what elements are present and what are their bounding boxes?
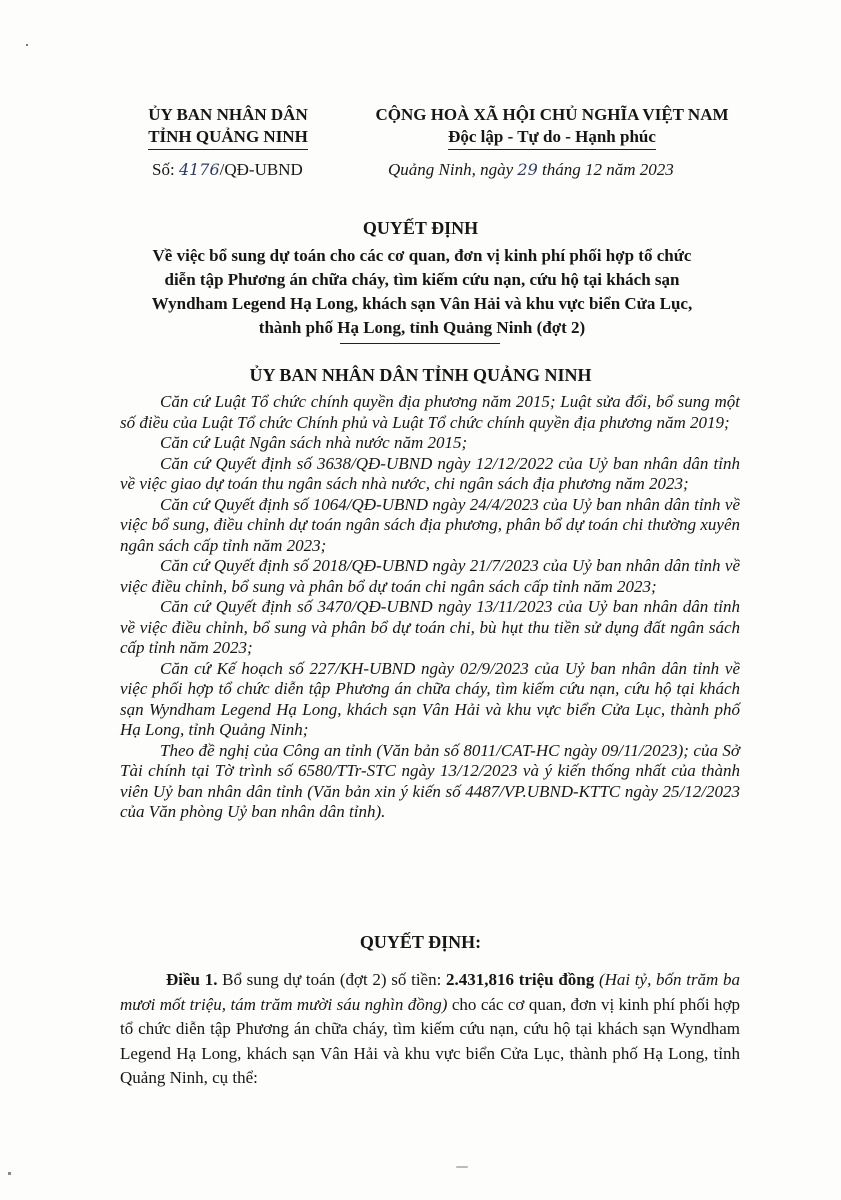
issue-date — [388, 160, 674, 180]
subject-line-2: diễn tập Phương án chữa cháy, tìm kiếm cứu nạn, cứu hộ tại khách sạn — [164, 270, 680, 289]
basis-paragraph: Căn cứ Quyết định số 1064/QĐ-UBND ngày 24/4/2023 của Uỷ ban nhân dân tỉnh về việc bổ sung, điều chỉnh dự toán ngân sách địa phương, phân bổ dự toán chi thường xuyên ngân sách cấp tỉnh năm 2023; — [120, 494, 740, 555]
subject-line-3: Wyndham Legend Hạ Long, khách sạn Vân Hải và khu vực biển Cửa Lục, — [151, 294, 693, 313]
article-1-amount: 2.431,816 triệu đồng — [446, 970, 595, 989]
subject-line-1: Về việc bổ sung dự toán cho các cơ quan, đơn vị kinh phí phối hợp tổ chức — [152, 246, 692, 265]
basis-paragraph: Căn cứ Luật Ngân sách nhà nước năm 2015; — [160, 433, 468, 452]
doc-number-suffix: /QĐ-UBND — [219, 160, 303, 179]
subject-line-4: thành phố Hạ Long, tỉnh Quảng Ninh (đợt 2) — [258, 318, 586, 337]
doc-number-prefix: Số: — [152, 160, 175, 179]
country-name: CỘNG HOÀ XÃ HỘI CHỦ NGHĨA VIỆT NAM — [375, 105, 729, 124]
article-1-amount-words: (Hai tỷ, bốn trăm ba mươi mốt triệu, tám trăm mười sáu nghìn đồng) — [120, 970, 741, 1014]
basis-paragraph: Căn cứ Quyết định số 3638/QĐ-UBND ngày 12/12/2022 của Uỷ ban nhân dân tỉnh về việc giao dự toán thu ngân sách nhà nước, chi ngân sách địa phương năm 2023; — [120, 453, 740, 493]
subject-underline — [340, 343, 500, 344]
article-1-intro: Bổ sung dự toán (đợt 2) số tiền: — [217, 970, 447, 989]
scan-speck — [456, 1166, 468, 1168]
issuing-authority — [128, 104, 328, 150]
national-title — [352, 104, 752, 150]
basis-paragraph: Căn cứ Quyết định số 3470/QĐ-UBND ngày 13/11/2023 của Uỷ ban nhân dân tỉnh về việc điều chỉnh, bổ sung và phân bổ dự toán chi, bù hụt thu tiền sử dụng đất ngân sách cấp tỉnh năm 2023; — [120, 597, 740, 657]
date-day-handwritten: 29 — [517, 160, 538, 179]
article-1 — [120, 968, 740, 1091]
doc-number-handwritten: 4176 — [178, 160, 220, 179]
date-prefix: Quảng Ninh, ngày — [388, 160, 514, 179]
org-line2: TỈNH QUẢNG NINH — [148, 126, 308, 150]
org-line1: ỦY BAN NHÂN DÂN — [148, 105, 308, 124]
scan-speck — [26, 44, 28, 46]
decision-title: QUYẾT ĐỊNH — [362, 218, 479, 238]
basis-paragraph: Căn cứ Kế hoạch số 227/KH-UBND ngày 02/9/2023 của Uỷ ban nhân dân tỉnh về việc phối hợp tổ chức diễn tập Phương án chữa cháy, tìm kiếm cứu nạn, cứu hộ tại khách sạn Wyndham Legend Hạ Long, khách sạn Vân Hải và khu vực biển Cửa Lục, thành phố Hạ Long, tỉnh Quảng Ninh; — [120, 658, 740, 739]
motto: Độc lập - Tự do - Hạnh phúc — [448, 126, 656, 150]
decision-subject — [120, 244, 724, 340]
legal-bases — [120, 392, 740, 823]
basis-paragraph: Theo đề nghị của Công an tỉnh (Văn bản số 8011/CAT-HC ngày 09/11/2023); của Sở Tài chính tại Tờ trình số 6580/TTr-STC ngày 13/12/2023 và ý kiến thống nhất của thành viên Uỷ ban nhân dân tỉnh (Văn bản xin ý kiến số 4487/VP.UBND-KTTC ngày 25/12/2023 của Văn phòng Uỷ ban nhân dân tỉnh). — [120, 740, 740, 821]
article-1-paragraph — [120, 968, 740, 1091]
committee-heading: ỦY BAN NHÂN DÂN TỈNH QUẢNG NINH — [249, 365, 592, 385]
document-number — [152, 160, 303, 180]
article-1-label: Điều 1. — [166, 970, 218, 989]
date-suffix: tháng 12 năm 2023 — [542, 160, 674, 179]
article-1-rest: cho các cơ quan, đơn vị kinh phí phối hợp tổ chức diễn tập Phương án chữa cháy, tìm kiếm cứu nạn, cứu hộ tại khách sạn Wyndham Legend Hạ Long, khách sạn Vân Hải và khu vực biển Cửa Lục, thành phố Hạ Long, tỉnh Quảng Ninh, cụ thể: — [120, 994, 740, 1087]
scan-speck — [8, 1172, 11, 1175]
decides-heading: QUYẾT ĐỊNH: — [359, 932, 482, 952]
basis-paragraph: Căn cứ Quyết định số 2018/QĐ-UBND ngày 21/7/2023 của Uỷ ban nhân dân tỉnh về việc điều chỉnh, bổ sung và phân bổ dự toán chi ngân sách cấp tỉnh năm 2023; — [120, 556, 740, 596]
basis-paragraph: Căn cứ Luật Tổ chức chính quyền địa phương năm 2015; Luật sửa đổi, bổ sung một số điều của Luật Tổ chức Chính phủ và Luật Tổ chức chính quyền địa phương năm 2019; — [120, 392, 740, 432]
